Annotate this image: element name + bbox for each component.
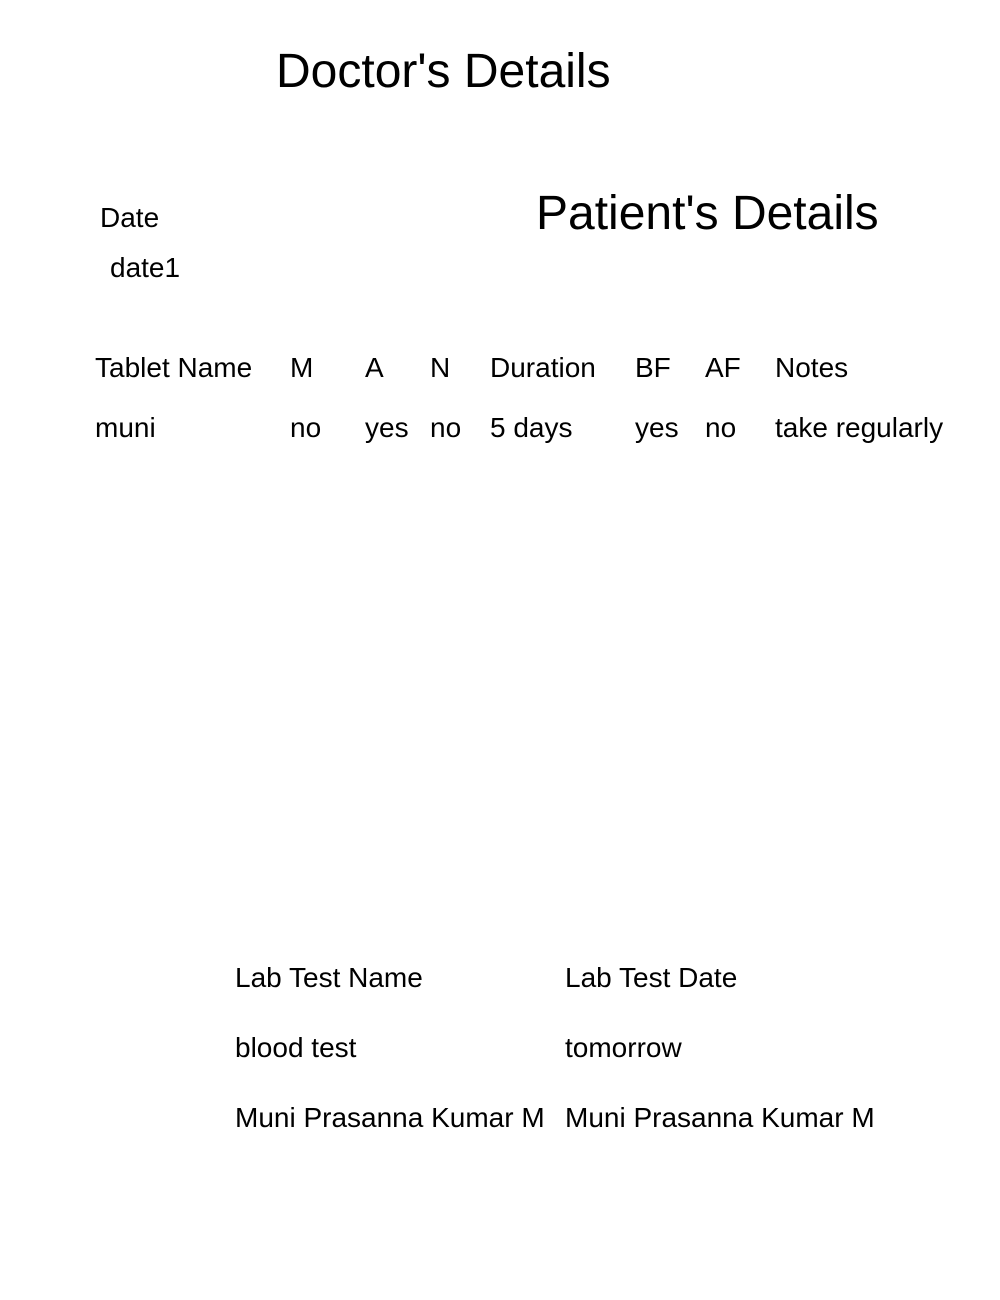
cell-before-food: yes: [635, 412, 679, 443]
header-duration: Duration: [490, 352, 596, 383]
lab-header-name: Lab Test Name: [235, 962, 423, 993]
cell-afternoon: yes: [365, 412, 409, 443]
cell-night: no: [430, 412, 462, 443]
date-value: date1: [110, 252, 181, 283]
header-morning: M: [290, 352, 314, 383]
lab-cell-date: tomorrow: [565, 1032, 682, 1063]
header-tablet-name: Tablet Name: [95, 352, 253, 383]
doctor-details-heading: Doctor's Details: [276, 45, 611, 98]
header-after-food: AF: [705, 352, 741, 383]
date-label: Date: [100, 202, 160, 233]
header-before-food: BF: [635, 352, 671, 383]
lab-cell-name: blood test: [235, 1032, 357, 1063]
cell-tablet-name: muni: [95, 412, 156, 443]
header-afternoon: A: [365, 352, 384, 383]
patient-details-heading: Patient's Details: [536, 187, 879, 240]
signature-left: Muni Prasanna Kumar M: [235, 1102, 545, 1133]
header-notes: Notes: [775, 352, 849, 383]
signature-right: Muni Prasanna Kumar M: [565, 1102, 875, 1133]
cell-notes: take regularly: [775, 412, 944, 443]
cell-duration: 5 days: [490, 412, 573, 443]
cell-morning: no: [290, 412, 322, 443]
header-night: N: [430, 352, 451, 383]
lab-header-date: Lab Test Date: [565, 962, 738, 993]
cell-after-food: no: [705, 412, 737, 443]
